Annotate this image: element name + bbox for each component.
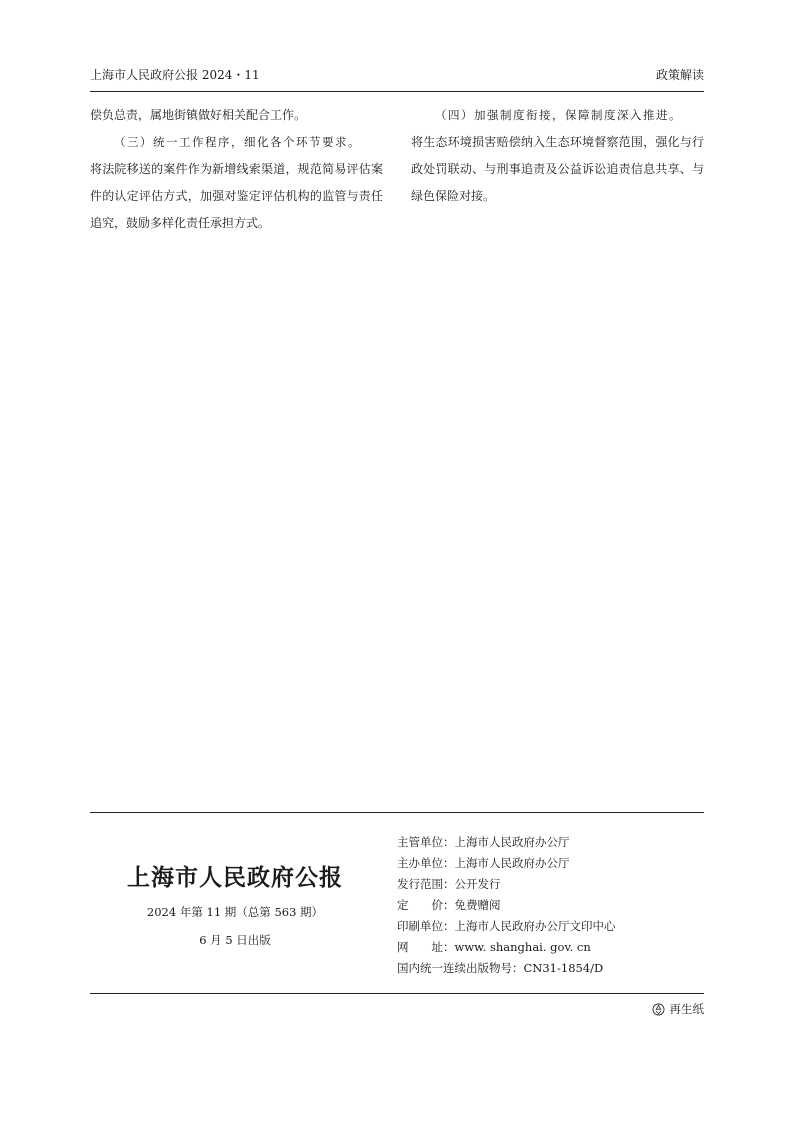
imprint-value: 免费赠阅 bbox=[454, 898, 501, 912]
imprint-label: 发行范围： bbox=[397, 877, 455, 891]
right-text-column bbox=[411, 102, 704, 210]
imprint-label: 主管单位： bbox=[397, 835, 455, 849]
imprint-value: 公开发行 bbox=[454, 877, 501, 891]
left-text-column bbox=[90, 102, 383, 237]
imprint-row bbox=[397, 916, 704, 937]
imprint-value: 上海市人民政府办公厅 bbox=[454, 835, 570, 849]
recycle-icon bbox=[652, 1003, 665, 1016]
recycled-paper-label: 再生纸 bbox=[669, 1002, 704, 1016]
imprint-row bbox=[397, 832, 704, 853]
imprint-label: 主办单位： bbox=[397, 856, 455, 870]
imprint-row bbox=[397, 895, 704, 916]
imprint-label: 印刷单位： bbox=[397, 919, 455, 933]
masthead-title: 上海市人民政府公报 bbox=[127, 864, 343, 891]
imprint-row bbox=[397, 958, 704, 979]
paragraph-section-4: 将生态环境损害赔偿纳入生态环境督察范围，强化与行政处罚联动、与刑事追责及公益诉讼追责信息共享、与绿色保险对接。 bbox=[411, 135, 704, 203]
section-title: 政策解读 bbox=[655, 68, 704, 82]
page-header bbox=[90, 66, 704, 92]
masthead-date: 6 月 5 日出版 bbox=[199, 933, 271, 947]
imprint-row bbox=[397, 937, 704, 958]
imprint-value: 上海市人民政府办公厅文印中心 bbox=[454, 919, 616, 933]
publication-issue-label: 上海市人民政府公报 2024・11 bbox=[90, 68, 260, 82]
imprint-row bbox=[397, 853, 704, 874]
imprint-block bbox=[397, 832, 704, 979]
section-heading-4: （四）加强制度衔接，保障制度深入推进。 bbox=[435, 108, 682, 122]
masthead bbox=[90, 830, 380, 948]
paragraph-section-3: 将法院移送的案件作为新增线索渠道，规范简易评估案件的认定评估方式，加强对鉴定评估机构的监管与责任追究，鼓励多样化责任承担方式。 bbox=[90, 162, 383, 230]
divider-bottom bbox=[90, 993, 704, 994]
imprint-label: 国内统一连续出版物号： bbox=[397, 961, 524, 975]
section-heading-3: （三）统一工作程序，细化各个环节要求。 bbox=[114, 135, 361, 149]
recycled-paper-note bbox=[652, 1001, 705, 1017]
divider-top bbox=[90, 812, 704, 813]
masthead-issue: 2024 年第 11 期（总第 563 期） bbox=[146, 905, 324, 919]
imprint-label: 定 价： bbox=[397, 898, 455, 912]
imprint-value: 上海市人民政府办公厅 bbox=[454, 856, 570, 870]
imprint-value: www. shanghai. gov. cn bbox=[454, 940, 591, 954]
imprint-label: 网 址： bbox=[397, 940, 455, 954]
imprint-row bbox=[397, 874, 704, 895]
paragraph-continuation: 偿负总责，属地街镇做好相关配合工作。 bbox=[90, 108, 307, 122]
imprint-value: CN31-1854/D bbox=[523, 961, 604, 975]
